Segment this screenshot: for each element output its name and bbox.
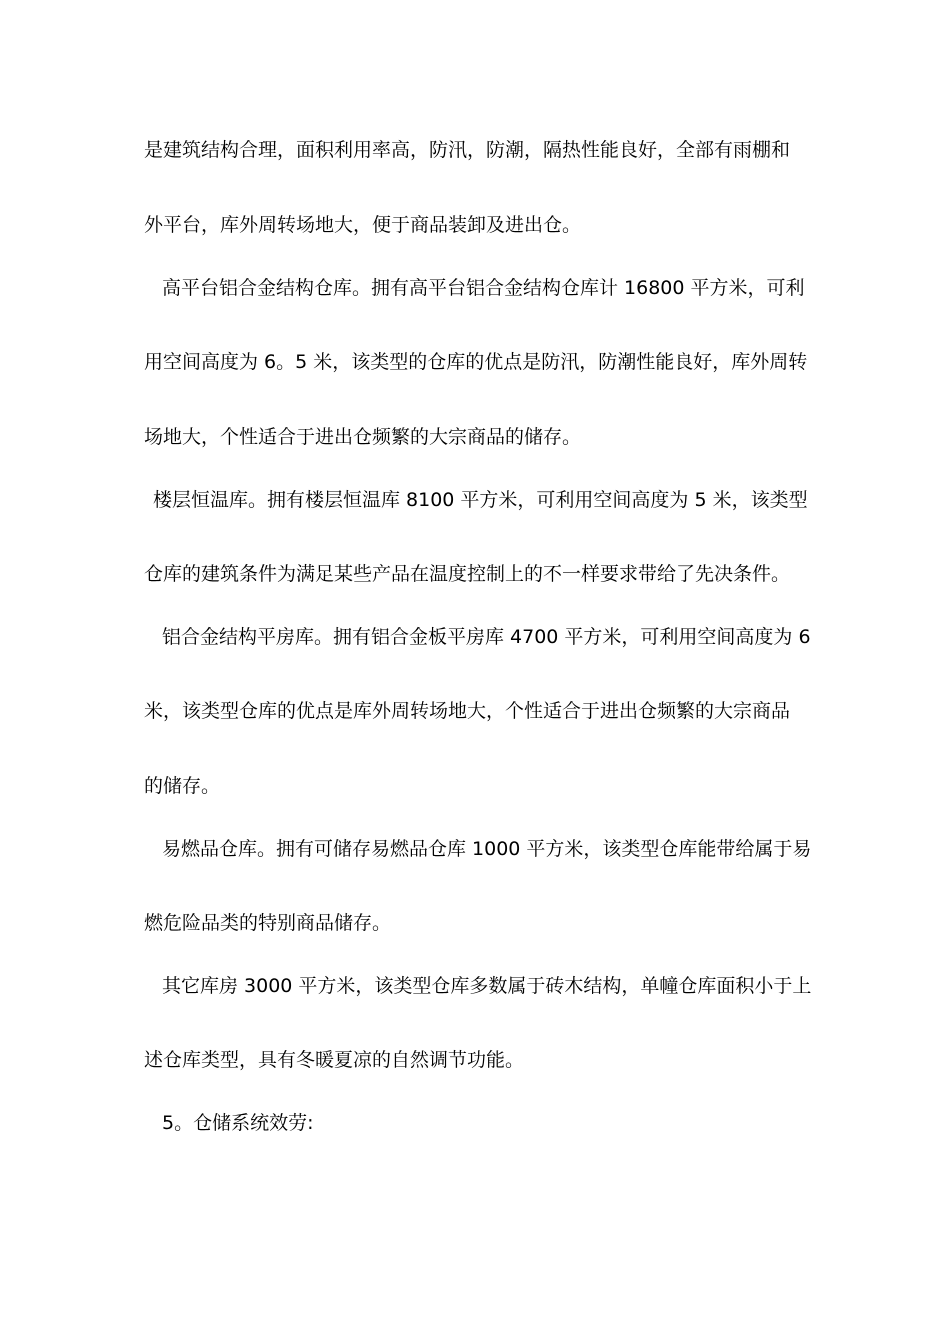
paragraph-line: 高平台铝合金结构仓库。拥有高平台铝合金结构仓库计 16800 平方米，可利	[162, 277, 805, 299]
paragraph-line: 用空间高度为 6。5 米，该类型的仓库的优点是防汛，防潮性能良好，库外周转	[144, 351, 808, 373]
paragraph-line: 述仓库类型，具有冬暖夏凉的自然调节功能。	[144, 1049, 525, 1071]
paragraph-line: 燃危险品类的特别商品储存。	[144, 912, 392, 934]
paragraph-line: 铝合金结构平房库。拥有铝合金板平房库 4700 平方米，可利用空间高度为 6	[162, 626, 811, 648]
paragraph-line: 其它库房 3000 平方米，该类型仓库多数属于砖木结构，单幢仓库面积小于上	[162, 975, 812, 997]
paragraph-line: 仓库的建筑条件为满足某些产品在温度控制上的不一样要求带给了先决条件。	[144, 563, 791, 585]
paragraph-line: 米，该类型仓库的优点是库外周转场地大，个性适合于进出仓频繁的大宗商品	[144, 700, 791, 722]
paragraph-line: 楼层恒温库。拥有楼层恒温库 8100 平方米，可利用空间高度为 5 米，该类型	[153, 489, 808, 511]
paragraph-line: 易燃品仓库。拥有可储存易燃品仓库 1000 平方米，该类型仓库能带给属于易	[162, 838, 812, 860]
paragraph-line: 外平台，库外周转场地大，便于商品装卸及进出仓。	[144, 214, 582, 236]
paragraph-line: 场地大，个性适合于进出仓频繁的大宗商品的储存。	[144, 426, 582, 448]
paragraph-line: 是建筑结构合理，面积利用率高，防汛，防潮，隔热性能良好，全部有雨棚和	[144, 139, 791, 161]
section-heading: 5。仓储系统效劳:	[162, 1112, 314, 1134]
paragraph-line: 的储存。	[144, 775, 221, 797]
